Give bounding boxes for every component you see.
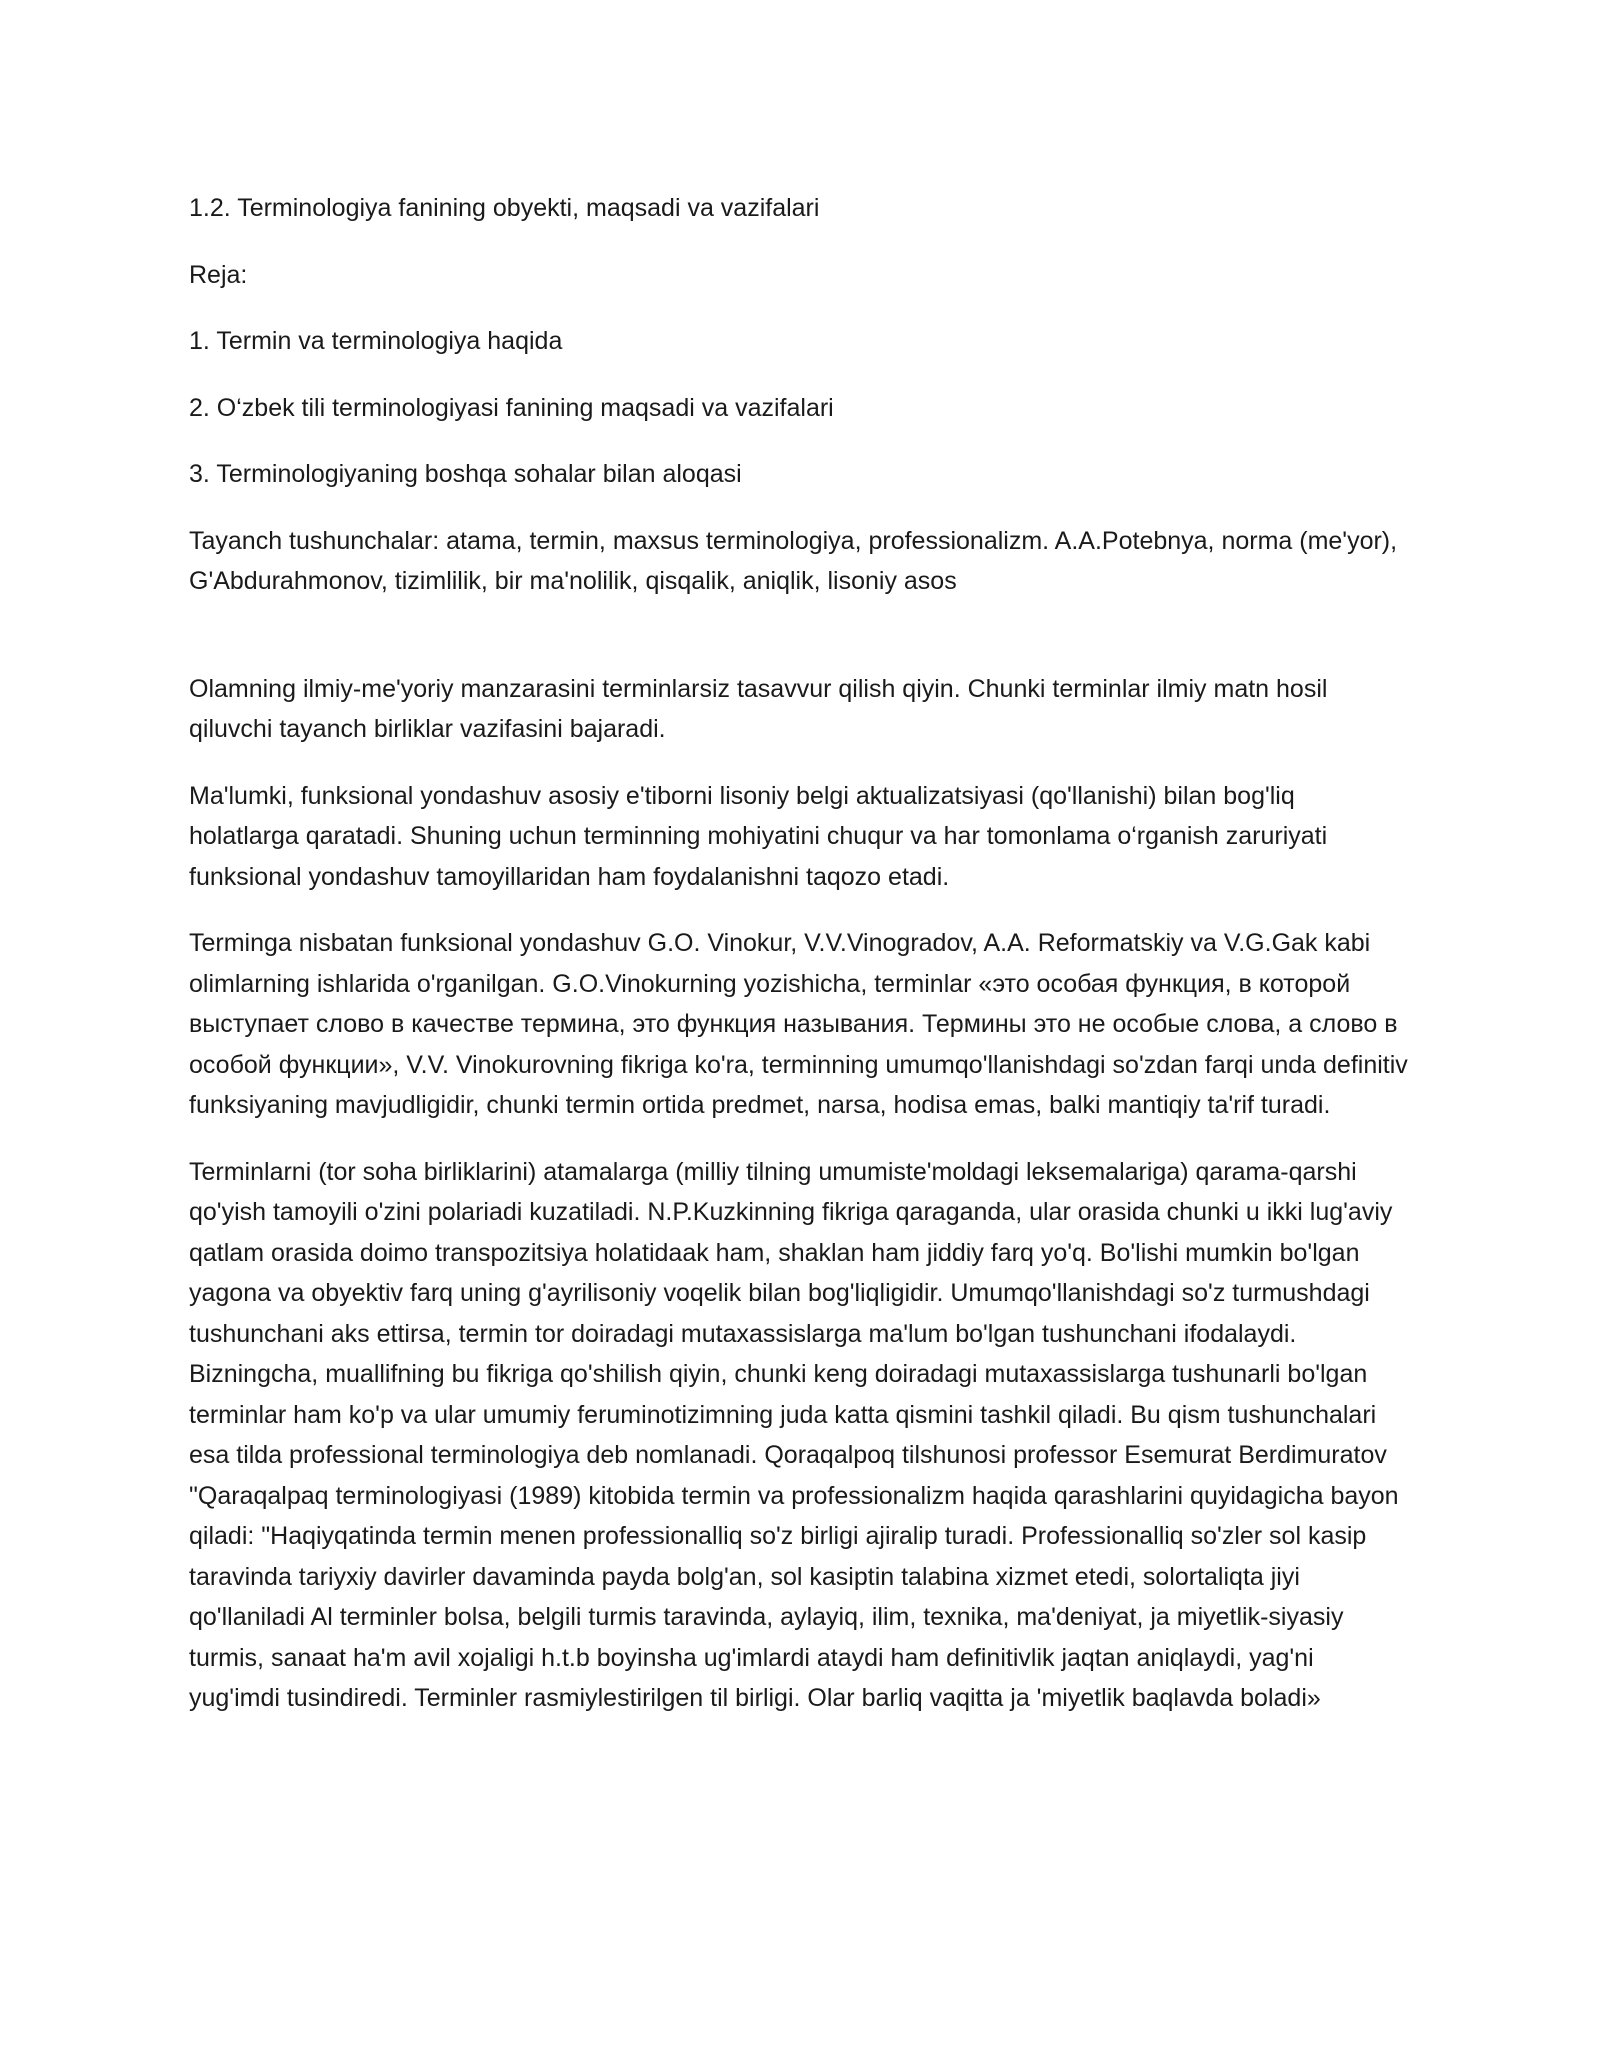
- plan-label: Reja:: [189, 260, 248, 289]
- document-page: [189, 188, 1411, 1745]
- body-paragraph: Terminga nisbatan funksional yondashuv G.O. Vinokur, V.V.Vinogradov, A.A. Reformatskiy va V.G.Gak kabi olimlarning ishlarida o'rganilgan. G.O.Vinokurning yozishicha, terminlar «это особая функция, в которой выступает слово в качестве термина, это функция называния. Термины это не особые слова, а слово в особой функции», V.V. Vinokurovning fikriga ko'ra, terminning umumqo'llanishdagi so'zdan farqi unda definitiv funksiyaning mavjudligidir, chunki termin ortida predmet, narsa, hodisa emas, balki mantiqiy ta'rif turadi.: [189, 929, 1408, 1119]
- plan-item: 3. Terminologiyaning boshqa sohalar bilan aloqasi: [189, 460, 742, 488]
- plan-item: 2. O‘zbek tili terminologiyasi fanining maqsadi va vazifalari: [189, 393, 834, 422]
- section-heading: 1.2. Terminologiya fanining obyekti, maqsadi va vazifalari: [189, 194, 820, 222]
- body-paragraph: Terminlarni (tor soha birliklarini) atamalarga (milliy tilning umumiste'moldagi leksemalariga) qarama-qarshi qo'yish tamoyili o'zini polariadi kuzatiladi. N.P.Kuzkinning fikriga qaraganda, ular orasida chunki u ikki lug'aviy qatlam orasida doimo transpozitsiya holatidaak ham, shaklan ham jiddiy farq yo'q. Bo'lishi mumkin bo'lgan yagona va obyektiv farq uning g'ayrilisoniy voqelik bilan bog'liqligidir. Umumqo'llanishdagi so'z turmushdagi tushunchani aks ettirsa, termin tor doiradagi mutaxassislarga ma'lum bo'lgan tushunchani ifodalaydi. Bizningcha, muallifning bu fikriga qo'shilish qiyin, chunki keng doiradagi mutaxassislarga tushunarli bo'lgan terminlar ham ko'p va ular umumiy feruminotizimning juda katta qismini tashkil qiladi. Bu qism tushunchalari esa tilda professional terminologiya deb nomlanadi. Qoraqalpoq tilshunosi professor Esemurat Berdimuratov "Qaraqalpaq terminologiyasi (1989) kitobida termin va professionalizm haqida qarashlarini quyidagicha bayon qiladi: "Haqiyqatinda termin menen professionalliq so'z birligi ajiralip turadi. Professionalliq so'zler sol kasip taravinda tariyxiy davirler davaminda payda bolg'an, sol kasiptin talabina xizmet etedi, solortaliqta jiyi qo'llaniladi Al terminler bolsa, belgili turmis taravinda, aylayiq, ilim, texnika, ma'deniyat, ja miyetlik-siyasiy turmis, sanaat ha'm avil xojaligi h.t.b boyinsha ug'imlardi ataydi ham definitivlik jaqtan aniqlaydi, yag'ni yug'imdi tusindiredi. Terminler rasmiylestirilgen til birligi. Olar barliq vaqitta ja 'miyetlik baqlavda boladi»: [189, 1157, 1399, 1712]
- body-paragraph: Olamning ilmiy-me'yoriy manzarasini terminlarsiz tasavvur qilish qiyin. Chunki terminlar ilmiy matn hosil qiluvchi tayanch birliklar vazifasini bajaradi.: [189, 674, 1328, 743]
- key-concepts: Tayanch tushunchalar: atama, termin, maxsus terminologiya, professionalizm. A.A.Potebnya, norma (me'yor), G'Abdurahmonov, tizimlilik, bir ma'nolilik, qisqalik, aniqlik, lisoniy asos: [189, 526, 1398, 595]
- plan-item: 1. Termin va terminologiya haqida: [189, 327, 563, 355]
- body-paragraph: Ma'lumki, funksional yondashuv asosiy e'tiborni lisoniy belgi aktualizatsiyasi (qo'llanishi) bilan bog'liq holatlarga qaratadi. Shuning uchun terminning mohiyatini chuqur va har tomonlama o‘rganish zaruriyati funksional yondashuv tamoyillaridan ham foydalanishni taqozo etadi.: [189, 781, 1328, 891]
